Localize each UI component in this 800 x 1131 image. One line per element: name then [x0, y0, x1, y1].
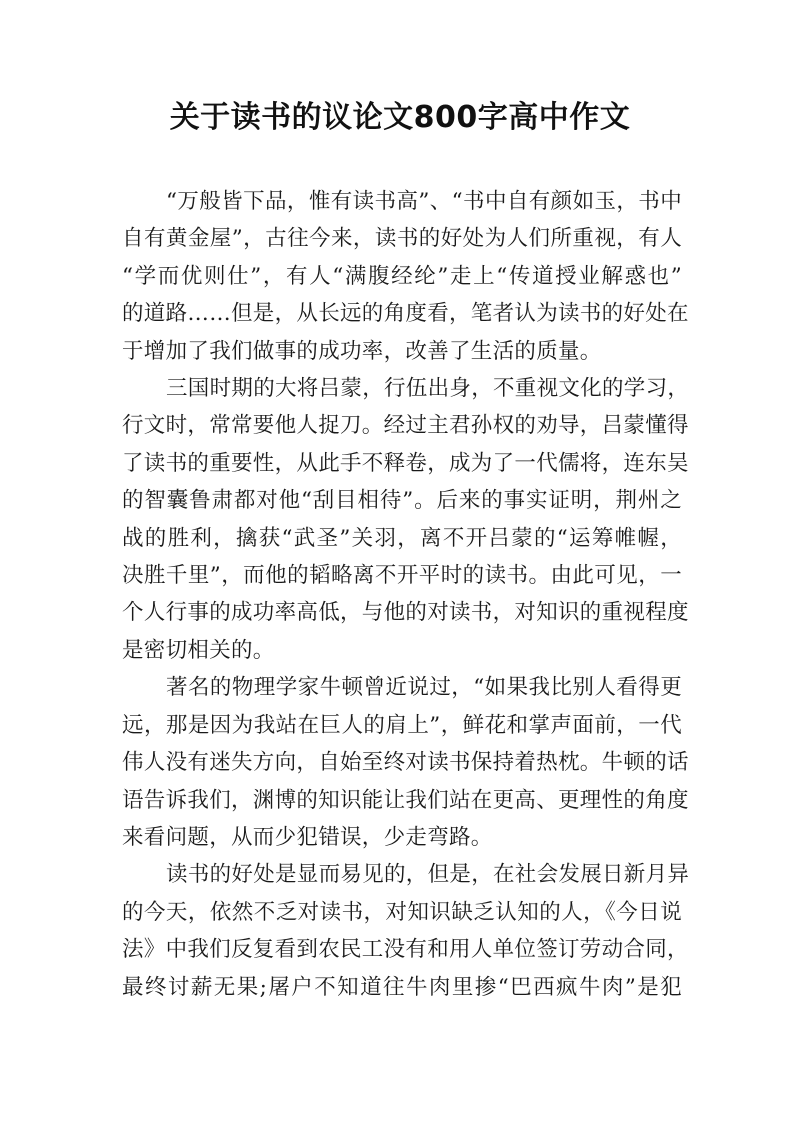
paragraph-line: 于增加了我们做事的成功率，改善了生活的质量。 [122, 338, 602, 364]
paragraph-line: 的智囊鲁肃都对他“刮目相待”。后来的事实证明，荆州之 [122, 488, 682, 514]
paragraph-line: 战的胜利，擒获“武圣”关羽，离不开吕蒙的“运筹帷幄， [122, 525, 682, 551]
document-title: 关于读书的议论文800字高中作文 [169, 100, 631, 135]
paragraph-4 [122, 856, 690, 1006]
paragraph-line: “学而优则仕”，有人“满腹经纶”走上“传道授业解惑也” [122, 263, 682, 289]
paragraph-line: 自有黄金屋”，古往今来，读书的好处为人们所重视，有人 [122, 226, 682, 252]
paragraph-1 [122, 183, 689, 370]
paragraph-line: 是密切相关的。 [122, 637, 275, 663]
paragraph-line: 行文时，常常要他人捉刀。经过主君孙权的劝导，吕蒙懂得 [122, 413, 689, 439]
paragraph-3 [122, 669, 689, 856]
paragraph-line: 最终讨薪无果;屠户不知道往牛肉里掺“巴西疯牛肉”是犯 [122, 974, 682, 1000]
paragraph-line: 的道路……但是，从长远的角度看，笔者认为读书的好处在 [122, 301, 689, 327]
paragraph-line: 来看问题，从而少犯错误，少走弯路。 [122, 824, 493, 850]
paragraph-line: 远，那是因为我站在巨人的肩上”，鲜花和掌声面前，一代 [122, 712, 682, 738]
paragraph-line: 个人行事的成功率高低，与他的对读书，对知识的重视程度 [122, 600, 689, 626]
paragraph-line: 三国时期的大将吕蒙，行伍出身，不重视文化的学习， [166, 376, 690, 402]
paragraph-line: 决胜千里”，而他的韬略离不开平时的读书。由此可见，一 [122, 563, 682, 589]
paragraph-line: 语告诉我们，渊博的知识能让我们站在更高、更理性的角度 [122, 787, 689, 813]
paragraph-line: 了读书的重要性，从此手不释卷，成为了一代儒将，连东吴 [122, 450, 689, 476]
document-body [122, 183, 690, 1006]
paragraph-line: 法》中我们反复看到农民工没有和用人单位签订劳动合同， [122, 937, 689, 963]
paragraph-line: 伟人没有迷失方向，自始至终对读书保持着热枕。牛顿的话 [122, 750, 689, 776]
paragraph-line: 的今天，依然不乏对读书，对知识缺乏认知的人，《今日说 [122, 899, 682, 925]
paragraph-line: 著名的物理学家牛顿曾近说过，“如果我比别人看得更 [166, 675, 682, 701]
paragraph-2 [122, 370, 690, 669]
paragraph-line: “万般皆下品，惟有读书高”、“书中自有颜如玉，书中 [166, 189, 682, 214]
paragraph-line: 读书的好处是显而易见的，但是，在社会发展日新月异 [166, 862, 690, 888]
